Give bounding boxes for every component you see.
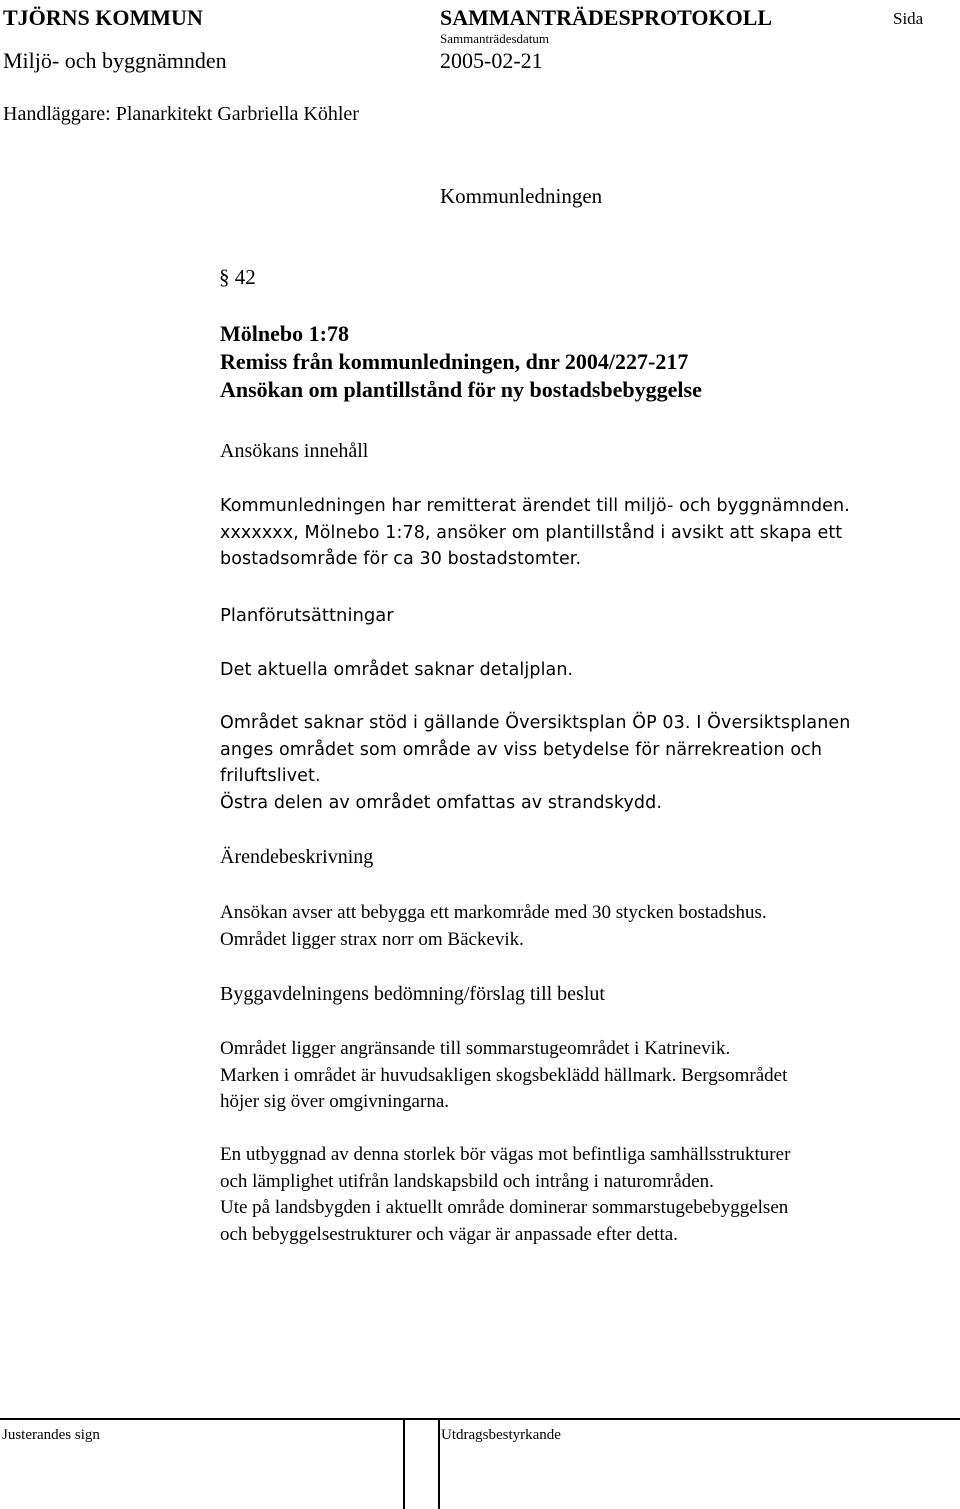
innehall-line-1: Kommunledningen har remitterat ärendet till miljö- och byggnämnden. bbox=[220, 496, 850, 516]
section-heading-arende: Ärendebeskrivning bbox=[220, 846, 374, 868]
plan-line-2: anges området som område av viss betydelse för närrekreation och bbox=[220, 739, 823, 760]
recipient: Kommunledningen bbox=[440, 184, 603, 208]
plan-line-3: friluftslivet. bbox=[220, 766, 321, 786]
section-heading-innehall: Ansökans innehåll bbox=[220, 440, 369, 462]
bedomning-p1-line-3: höjer sig över omgivningarna. bbox=[220, 1091, 450, 1112]
handler-line: Handläggare: Planarkitekt Garbriella Köhler bbox=[3, 103, 359, 125]
footer-justerandes-sign: Justerandes sign bbox=[2, 1427, 100, 1443]
bedomning-p2-line-3: Ute på landsbygden i aktuellt område dominerar sommarstugebebyggelsen bbox=[220, 1197, 789, 1218]
bedomning-p1-line-2: Marken i området är huvudsakligen skogsbeklädd hällmark. Bergsområdet bbox=[220, 1064, 788, 1086]
title-block bbox=[220, 320, 702, 404]
plan-paragraph-2 bbox=[220, 710, 850, 816]
section-heading-bedomning: Byggavdelningens bedömning/förslag till beslut bbox=[220, 983, 605, 1005]
municipality-name: TJÖRNS KOMMUN bbox=[3, 5, 203, 30]
innehall-line-3: bostadsområde för ca 30 bostadstomter. bbox=[220, 549, 582, 569]
title-line-2: Remiss från kommunledningen, dnr 2004/227-217 bbox=[220, 349, 689, 374]
arende-paragraph bbox=[220, 900, 767, 953]
bedomning-paragraph-1 bbox=[220, 1036, 787, 1116]
bedomning-p2-line-2: och lämplighet utifrån landskapsbild och intrång i naturområden. bbox=[220, 1170, 714, 1192]
bedomning-p1-line-1: Området ligger angränsande till sommarstugeområdet i Katrinevik. bbox=[220, 1038, 731, 1059]
arende-line-1: Ansökan avser att bebygga ett markområde med 30 stycken bostadshus. bbox=[220, 902, 767, 923]
title-line-3: Ansökan om plantillstånd för ny bostadsbebyggelse bbox=[220, 377, 702, 402]
bedomning-p2-line-1: En utbyggnad av denna storlek bör vägas mot befintliga samhällsstrukturer bbox=[220, 1144, 791, 1165]
page-label: Sida bbox=[893, 9, 924, 28]
title-line-1: Mölnebo 1:78 bbox=[220, 321, 349, 346]
meeting-date: 2005-02-21 bbox=[440, 48, 543, 73]
plan-line-4: Östra delen av området omfattas av strandskydd. bbox=[220, 792, 662, 813]
footer-divider-2 bbox=[438, 1418, 440, 1509]
innehall-paragraph bbox=[220, 493, 850, 573]
bedomning-p2-line-4: och bebyggelsestrukturer och vägar är anpassade efter detta. bbox=[220, 1223, 678, 1245]
paragraph-number: § 42 bbox=[219, 265, 256, 289]
date-label: Sammanträdesdatum bbox=[440, 31, 550, 46]
protocol-title: SAMMANTRÄDESPROTOKOLL bbox=[440, 5, 773, 30]
arende-line-2: Området ligger strax norr om Bäckevik. bbox=[220, 928, 524, 950]
footer-top-rule bbox=[0, 1418, 960, 1420]
innehall-line-2: xxxxxxx, Mölnebo 1:78, ansöker om plantillstånd i avsikt att skapa ett bbox=[220, 522, 843, 543]
section-heading-plan: Planförutsättningar bbox=[220, 605, 394, 626]
footer-divider-1 bbox=[403, 1418, 405, 1509]
footer-utdragsbestyrkande: Utdragsbestyrkande bbox=[441, 1427, 561, 1443]
plan-line-1: Området saknar stöd i gällande Översiktsplan ÖP 03. I Översiktsplanen bbox=[220, 713, 851, 733]
committee-name: Miljö- och byggnämnden bbox=[3, 48, 227, 73]
plan-paragraph-1: Det aktuella området saknar detaljplan. bbox=[220, 660, 574, 680]
bedomning-paragraph-2 bbox=[220, 1142, 790, 1248]
